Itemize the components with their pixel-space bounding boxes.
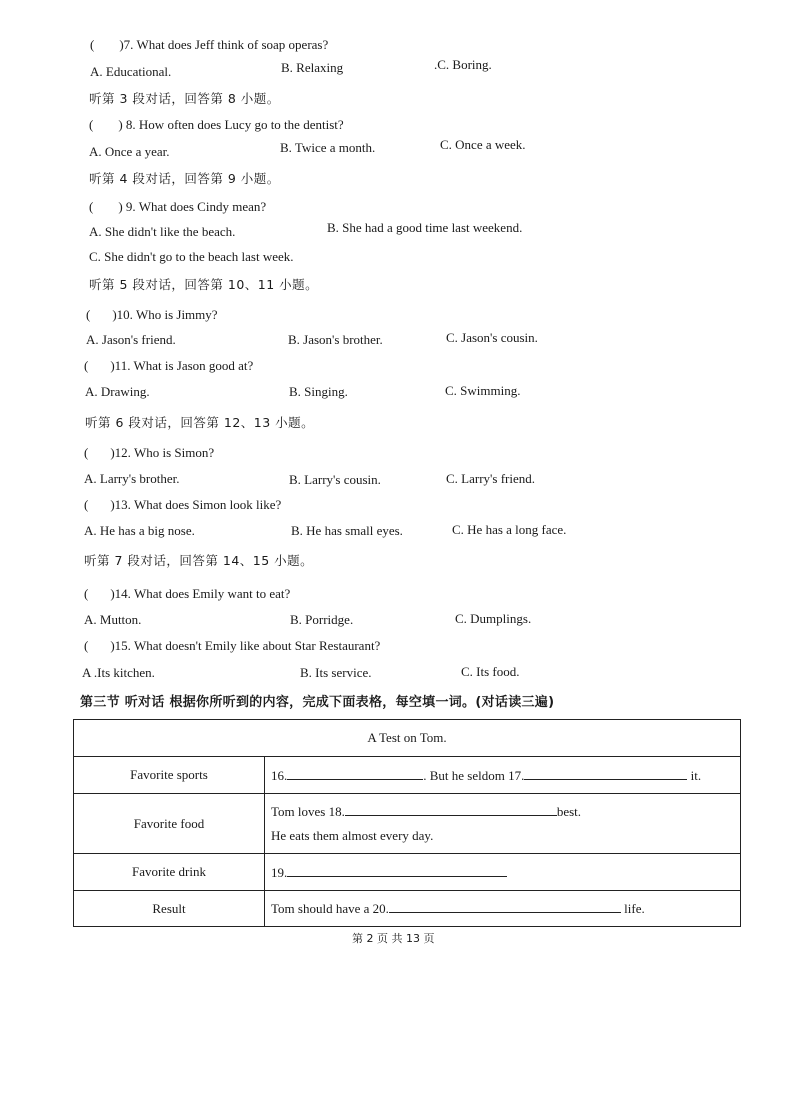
question-9 <box>89 199 266 215</box>
blank-20[interactable] <box>389 900 621 913</box>
answer-paren: ( <box>84 638 89 653</box>
row-text: . But he seldom 17. <box>423 767 525 783</box>
question-stem: ) 9. What does Cindy mean? <box>118 199 267 214</box>
answer-paren: ( <box>90 37 95 52</box>
option-a: A. He has a big nose. <box>84 523 195 538</box>
row-text-end: it. <box>690 767 702 783</box>
question-7 <box>90 37 328 53</box>
question-stem: )7. What does Jeff think of soap operas? <box>119 37 329 52</box>
blank-number-20: Tom should have a 20. <box>271 901 389 916</box>
blank-19[interactable] <box>287 864 507 877</box>
row-content <box>265 757 741 794</box>
option-a: A. Educational. <box>90 64 172 79</box>
blank-16[interactable] <box>287 767 423 780</box>
question-13 <box>84 497 281 513</box>
option-a: A. Once a year. <box>89 144 170 159</box>
table-caption-row <box>74 720 741 757</box>
question-15 <box>84 638 380 654</box>
listening-instruction: 听第 3 段对话，回答第 8 小题。 <box>89 91 280 106</box>
question-stem: )14. What does Emily want to eat? <box>110 586 291 601</box>
blank-number-18: Tom loves 18. <box>271 804 345 819</box>
option-c: C. Its food. <box>461 664 520 679</box>
table-row <box>74 794 741 854</box>
question-stem: )10. Who is Jimmy? <box>112 307 218 322</box>
listening-instruction: 听第 5 段对话，回答第 10、11 小题。 <box>89 277 319 292</box>
row-content <box>265 854 741 891</box>
question-12 <box>84 445 214 461</box>
option-b: B. Porridge. <box>290 612 354 627</box>
option-c: C. Jason's cousin. <box>446 330 538 345</box>
question-stem: ) 8. How often does Lucy go to the dentist? <box>118 117 344 132</box>
option-b: B. Relaxing <box>281 60 344 75</box>
answer-paren: ( <box>84 445 89 460</box>
option-c: C. He has a long face. <box>452 522 567 537</box>
question-stem: )12. Who is Simon? <box>110 445 215 460</box>
row-label: Favorite drink <box>74 854 265 891</box>
option-a: A .Its kitchen. <box>82 665 155 680</box>
option-b: B. He has small eyes. <box>291 523 403 538</box>
option-c: C. Dumplings. <box>455 611 532 626</box>
question-stem: )13. What does Simon look like? <box>110 497 282 512</box>
option-a: A. Larry's brother. <box>84 471 180 486</box>
answer-paren: ( <box>84 586 89 601</box>
option-a: A. She didn't like the beach. <box>89 224 236 239</box>
option-a: A. Drawing. <box>85 384 150 399</box>
blank-17[interactable] <box>524 767 687 780</box>
answer-paren: ( <box>86 307 91 322</box>
question-stem: )15. What doesn't Emily like about Star Restaurant? <box>110 638 381 653</box>
option-a: A. Mutton. <box>84 612 142 627</box>
option-b: B. Twice a month. <box>280 140 376 155</box>
question-14 <box>84 586 290 602</box>
tom-test-table <box>73 719 741 927</box>
option-c: C. She didn't go to the beach last week. <box>89 249 294 264</box>
option-a: A. Jason's friend. <box>86 332 176 347</box>
blank-18[interactable] <box>345 803 557 816</box>
page-footer: 第 2 页 共 13 页 <box>352 932 435 945</box>
answer-paren: ( <box>84 497 89 512</box>
answer-paren: ( <box>89 117 94 132</box>
question-10 <box>86 307 218 323</box>
section-3-heading: 第三节 听对话 根据你所听到的内容，完成下面表格，每空填一词。(对话读三遍) <box>80 695 555 710</box>
row-content <box>265 891 741 927</box>
row-text-end: best. <box>556 804 582 819</box>
blank-number-16: 16. <box>271 767 288 783</box>
row-label: Result <box>74 891 265 927</box>
row-label: Favorite food <box>74 794 265 854</box>
answer-paren: ( <box>89 199 94 214</box>
option-c: .C. Boring. <box>434 57 492 72</box>
blank-number-19: 19. <box>271 864 288 880</box>
listening-instruction: 听第 6 段对话，回答第 12、13 小题。 <box>85 415 315 430</box>
row-label: Favorite sports <box>74 757 265 794</box>
listening-instruction: 听第 7 段对话，回答第 14、15 小题。 <box>84 553 314 568</box>
table-row <box>74 854 741 891</box>
question-8 <box>89 117 344 133</box>
listening-instruction: 听第 4 段对话，回答第 9 小题。 <box>89 171 280 186</box>
question-stem: )11. What is Jason good at? <box>110 358 254 373</box>
row-text-end: life. <box>624 901 645 916</box>
option-b: B. She had a good time last weekend. <box>327 220 523 235</box>
table-row <box>74 757 741 794</box>
option-b: B. Singing. <box>289 384 348 399</box>
row-note: He eats them almost every day. <box>271 828 434 843</box>
table-caption: A Test on Tom. <box>74 720 741 757</box>
option-c: C. Swimming. <box>445 383 521 398</box>
option-b: B. Its service. <box>300 665 372 680</box>
option-b: B. Larry's cousin. <box>289 472 381 487</box>
table-row <box>74 891 741 927</box>
option-c: C. Once a week. <box>440 137 526 152</box>
answer-paren: ( <box>84 358 89 373</box>
option-b: B. Jason's brother. <box>288 332 383 347</box>
question-11 <box>84 358 253 374</box>
row-content <box>265 794 741 854</box>
option-c: C. Larry's friend. <box>446 471 535 486</box>
